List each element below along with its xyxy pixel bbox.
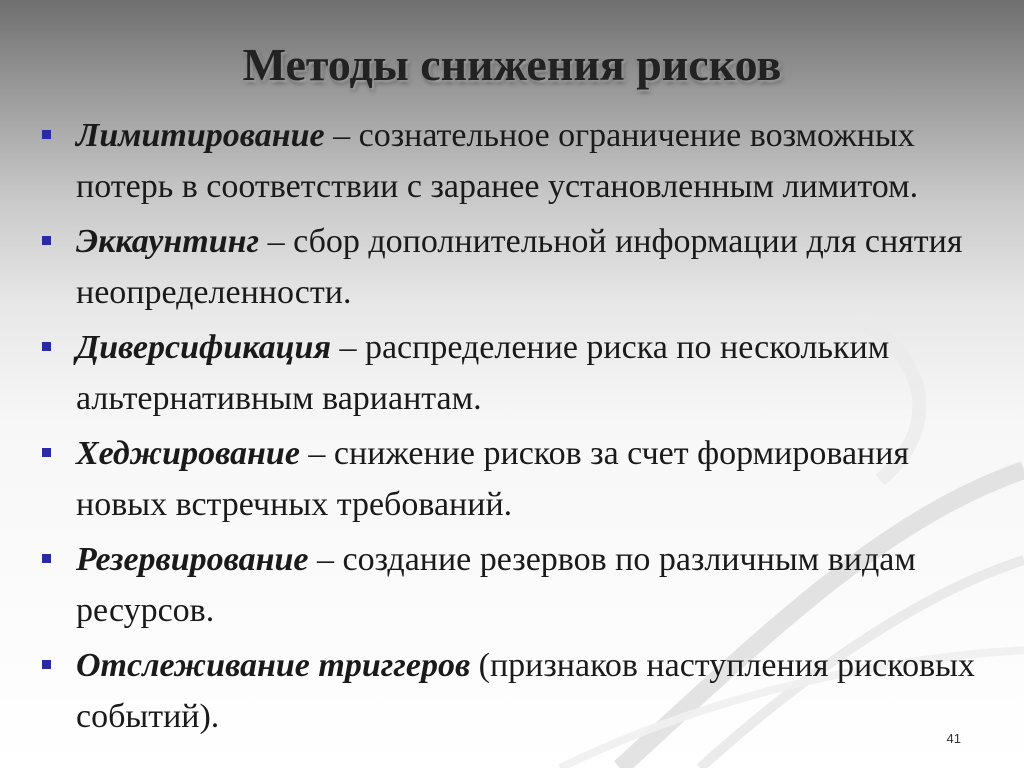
bullet-text: – сбор дополнительной информации для снятия неопределенности. bbox=[76, 223, 963, 311]
square-bullet-icon bbox=[42, 448, 51, 457]
bullet-list bbox=[36, 110, 996, 746]
bullet-text: – создание резервов по различным видам ресурсов. bbox=[76, 541, 916, 629]
page-number: 41 bbox=[946, 731, 961, 746]
bullet-item bbox=[36, 640, 996, 742]
square-bullet-icon bbox=[42, 236, 51, 245]
bullet-item bbox=[36, 110, 996, 212]
square-bullet-icon bbox=[42, 130, 51, 139]
bullet-item bbox=[36, 428, 996, 530]
bullet-text: – снижение рисков за счет формирования новых встречных требований. bbox=[76, 435, 910, 523]
square-bullet-icon bbox=[42, 554, 51, 563]
bullet-term: Эккаунтинг bbox=[76, 223, 260, 260]
square-bullet-icon bbox=[42, 660, 51, 669]
bullet-item bbox=[36, 216, 996, 318]
bullet-item bbox=[36, 322, 996, 424]
bullet-term: Лимитирование bbox=[76, 117, 325, 154]
bullet-term: Диверсификация bbox=[76, 329, 331, 366]
square-bullet-icon bbox=[42, 342, 51, 351]
bullet-text: (признаков наступления рисковых событий). bbox=[76, 647, 975, 735]
bullet-text: – распределение риска по нескольким альтернативным вариантам. bbox=[76, 329, 890, 417]
bullet-item bbox=[36, 534, 996, 636]
bullet-term: Резервирование bbox=[76, 541, 309, 578]
bullet-term: Отслеживание триггеров bbox=[76, 647, 471, 684]
slide-title: Методы снижения рисков bbox=[242, 39, 782, 90]
bullet-text: – сознательное ограничение возможных потерь в соответствии с заранее установленным лимитом. bbox=[76, 117, 919, 205]
bullet-term: Хеджирование bbox=[76, 435, 300, 472]
